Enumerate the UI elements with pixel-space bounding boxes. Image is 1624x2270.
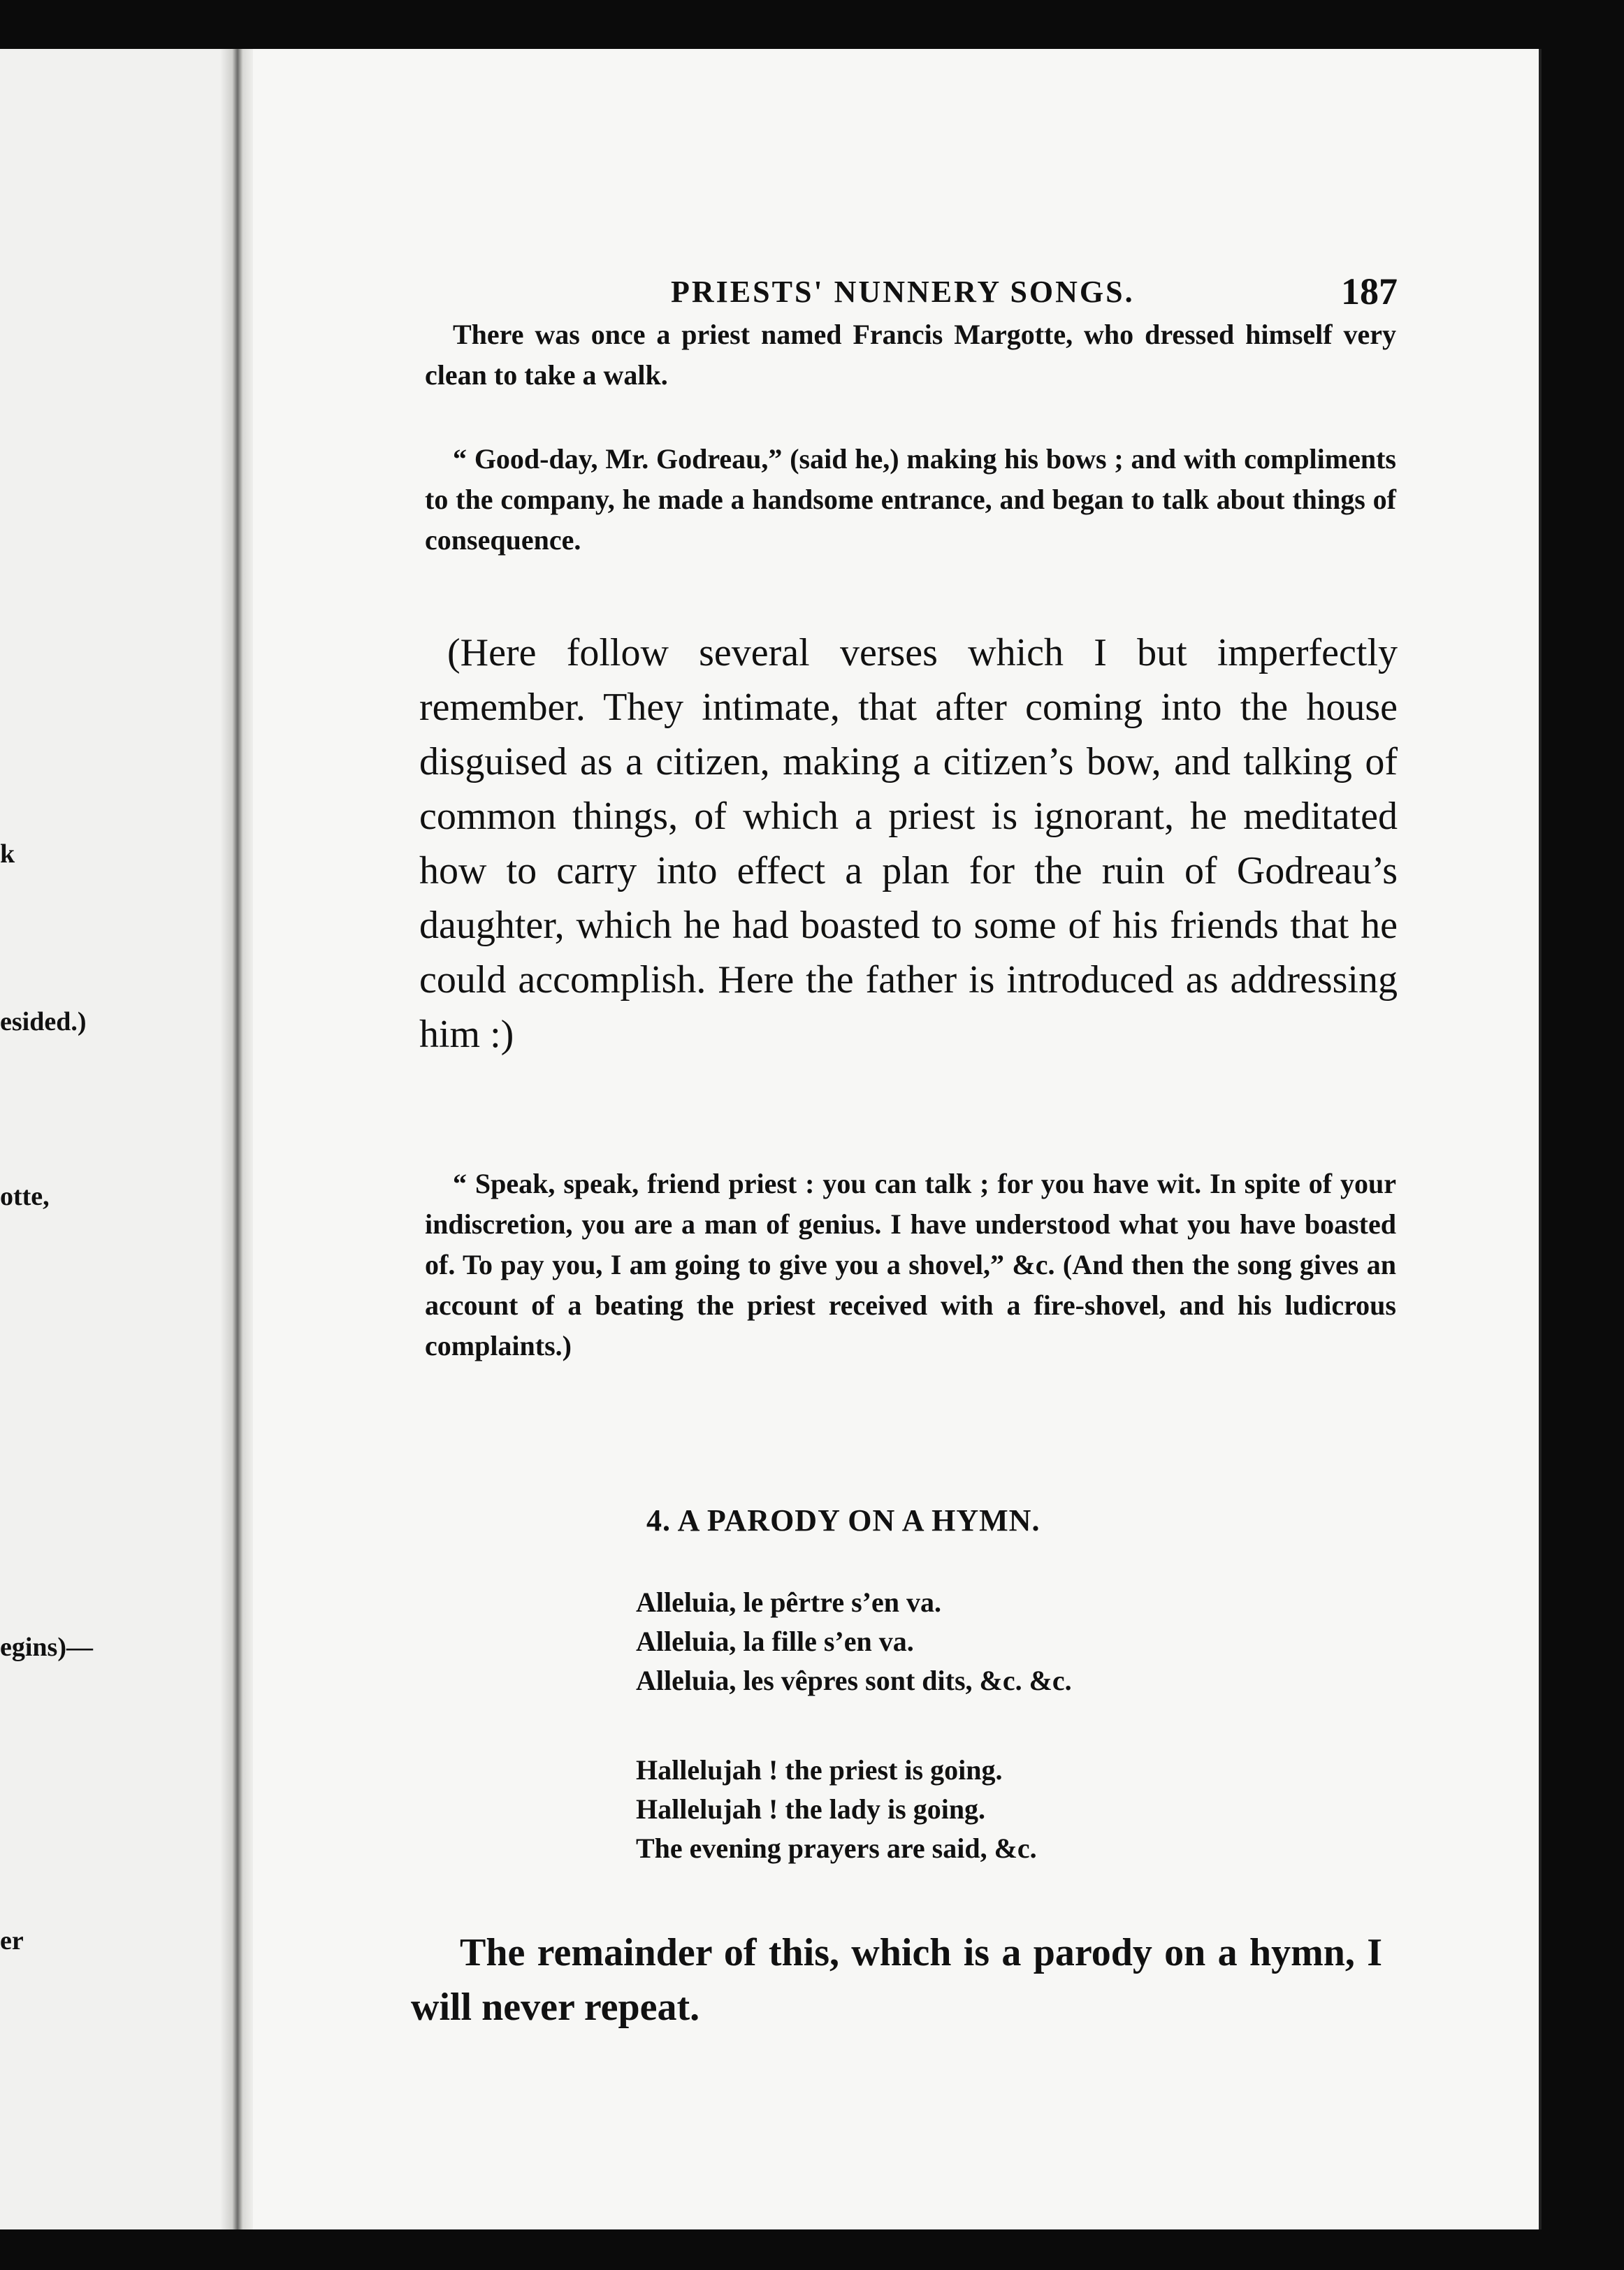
page-number: 187 [1341, 270, 1398, 312]
paragraph-closing: The remainder of this, which is a parody on a hymn, I will never repeat. [411, 1931, 1382, 2029]
verse-english [636, 1751, 1037, 1868]
verse-line: Hallelujah ! the lady is going. [636, 1793, 986, 1825]
left-page-fragment: k [0, 839, 15, 869]
verse-line: Alleluia, le pêrtre s’en va. [636, 1586, 941, 1618]
verse-line: Alleluia, la fille s’en va. [636, 1626, 914, 1657]
paragraph-margotte: There was once a priest named Francis Margotte, who dressed himself very clean to take a walk. [425, 319, 1396, 391]
verse-line: The evening prayers are said, &c. [636, 1832, 1037, 1864]
left-page-fragment: otte, [0, 1182, 50, 1211]
running-head [671, 270, 1398, 316]
book-gutter [220, 49, 255, 2229]
verse-french [636, 1583, 1072, 1700]
facing-page-left [0, 49, 231, 2229]
verse-line: Alleluia, les vêpres sont dits, &c. &c. [636, 1665, 1072, 1696]
section-heading: 4. A PARODY ON A HYMN. [646, 1503, 1041, 1538]
paragraph-speak: “ Speak, speak, friend priest : you can talk ; for you have wit. In spite of your indiscretion, you are a man of genius. I have understood what you have boasted of. To pay you, I am going to give you a shovel,” &c. (And then the song gives an account of a beating the priest received with a fire-shovel, and his ludicrous complaints.) [425, 1168, 1396, 1361]
paragraph-good-day: “ Good-day, Mr. Godreau,” (said he,) making his bows ; and with compliments to the company, he made a handsome entrance, and began to talk about things of consequence. [425, 443, 1396, 556]
left-page-fragment: egins)— [0, 1633, 93, 1662]
running-title: PRIESTS' NUNNERY SONGS. [671, 275, 1135, 309]
verse-line: Hallelujah ! the priest is going. [636, 1754, 1003, 1786]
paragraph-here-follow: (Here follow several verses which I but imperfectly remember. They intimate, that after coming into the house disguised as a citizen, making a citizen’s bow, and talking of common things, of which a priest is ignorant, he meditated how to carry into effect a plan for the ruin of Godreau’s daughter, which he had boasted to some of his friends that he could accomplish. Here the father is introduced as addressing him :) [419, 631, 1398, 1056]
left-page-fragment: er [0, 1926, 24, 1955]
left-page-fragment: esided.) [0, 1007, 87, 1036]
